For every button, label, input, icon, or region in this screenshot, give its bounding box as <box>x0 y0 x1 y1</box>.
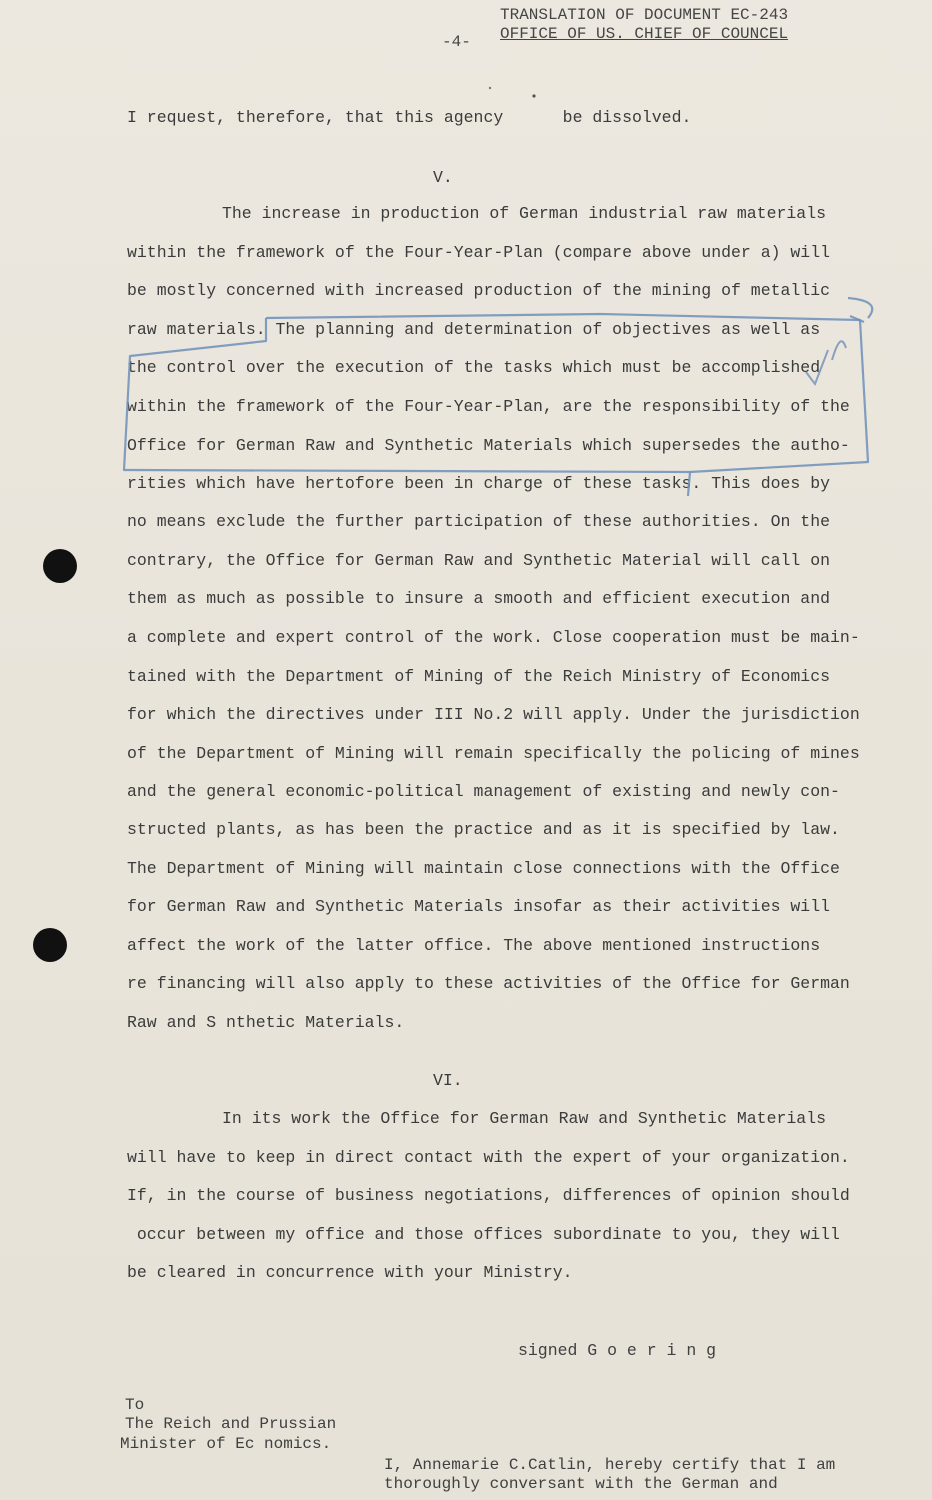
section-v-line: rities which have hertofore been in charge of these tasks. This does by <box>127 474 831 493</box>
section-v-line: within the framework of the Four-Year-Plan (compare above under a) will <box>127 243 831 262</box>
section-v-line: no means exclude the further participation of these authorities. On the <box>127 512 831 531</box>
section-v-line: Raw and S nthetic Materials. <box>127 1013 405 1032</box>
certification-line1: I, Annemarie C.Catlin, hereby certify that I am <box>384 1456 836 1474</box>
section-v-line: re financing will also apply to these activities of the Office for German <box>127 974 850 993</box>
header-title-line2: OFFICE OF US. CHIEF OF COUNCEL <box>500 25 789 43</box>
opening-line: I request, therefore, that this agency be dissolved. <box>127 108 692 127</box>
section-v-line: be mostly concerned with increased production of the mining of metallic <box>127 281 831 300</box>
certification-line2: thoroughly conversant with the German and <box>384 1475 778 1493</box>
addressee-line2: Minister of Ec nomics. <box>120 1435 332 1453</box>
section-v-line: within the framework of the Four-Year-Plan, are the responsibility of the <box>127 397 850 416</box>
section-v-line: of the Department of Mining will remain specifically the policing of mines <box>127 744 860 763</box>
section-v-line: tained with the Department of Mining of the Reich Ministry of Economics <box>127 667 831 686</box>
section-v-line: raw materials. The planning and determination of objectives as well as <box>127 320 821 339</box>
section-v-line: The increase in production of German industrial raw materials <box>222 204 826 223</box>
page-number: -4- <box>442 33 471 51</box>
section-vi-line: In its work the Office for German Raw and Synthetic Materials <box>222 1109 826 1128</box>
addressee-to: To <box>125 1396 145 1414</box>
section-vi-line: will have to keep in direct contact with the expert of your organization. <box>127 1148 850 1167</box>
section-vi-heading: VI. <box>433 1071 463 1090</box>
section-v-line: them as much as possible to insure a smooth and efficient execution and <box>127 589 831 608</box>
section-v-line: contrary, the Office for German Raw and Synthetic Material will call on <box>127 551 831 570</box>
section-v-line: Office for German Raw and Synthetic Materials which supersedes the autho- <box>127 436 850 455</box>
header-title-line1: TRANSLATION OF DOCUMENT EC-243 <box>500 6 789 24</box>
section-v-line: the control over the execution of the tasks which must be accomplished <box>127 358 821 377</box>
section-v-line: The Department of Mining will maintain close connections with the Office <box>127 859 840 878</box>
section-v-line: and the general economic-political management of existing and newly con- <box>127 782 840 801</box>
signature: signed G o e r i n g <box>518 1341 717 1360</box>
section-v-line: affect the work of the latter office. The above mentioned instructions <box>127 936 821 955</box>
addressee-line1: The Reich and Prussian <box>125 1415 337 1433</box>
punch-hole <box>43 549 77 583</box>
punch-hole <box>33 928 67 962</box>
section-vi-line: If, in the course of business negotiations, differences of opinion should <box>127 1186 850 1205</box>
section-v-line: structed plants, as has been the practice and as it is specified by law. <box>127 820 840 839</box>
section-v-line: a complete and expert control of the work. Close cooperation must be main- <box>127 628 860 647</box>
section-v-heading: V. <box>433 168 453 187</box>
section-v-line: for German Raw and Synthetic Materials insofar as their activities will <box>127 897 831 916</box>
section-v-line: for which the directives under III No.2 will apply. Under the jurisdiction <box>127 705 860 724</box>
section-vi-line: occur between my office and those offices subordinate to you, they will <box>127 1225 840 1244</box>
section-vi-line: be cleared in concurrence with your Ministry. <box>127 1263 573 1282</box>
